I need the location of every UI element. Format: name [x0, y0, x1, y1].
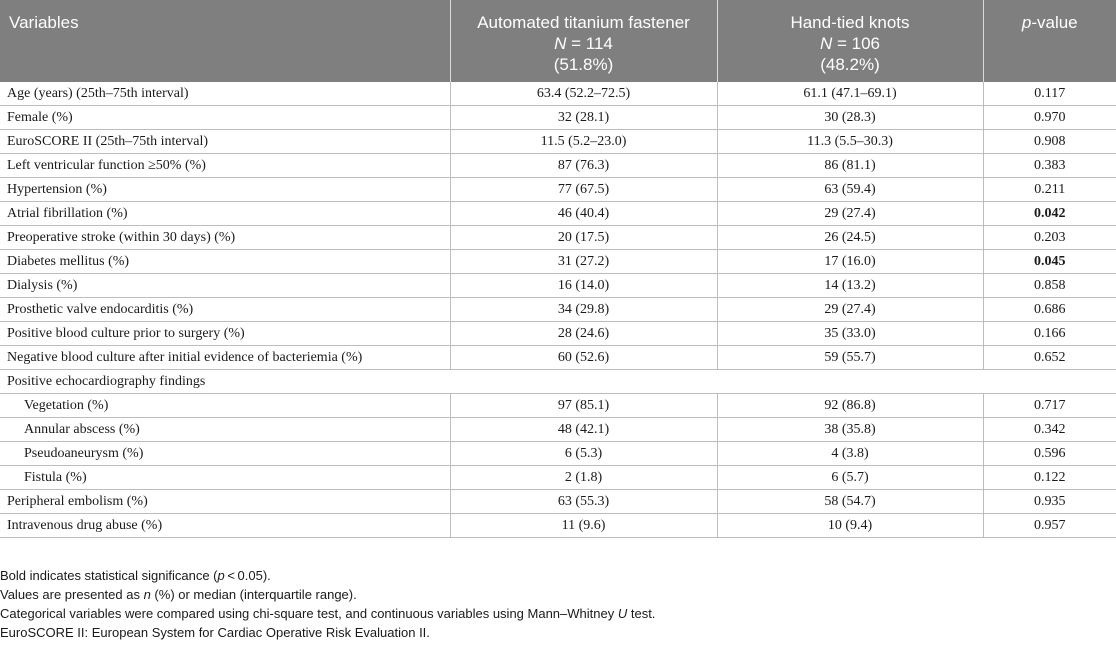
table-row: [0, 250, 1116, 274]
hand-tied-value: 11.3 (5.5–30.3): [717, 130, 983, 154]
fastener-value: 6 (5.3): [450, 442, 717, 466]
header-hand-tied-knots: [717, 0, 983, 82]
footnote-values: Values are presented as n (%) or median (interquartile range).: [0, 587, 357, 602]
variable-label: Hypertension (%): [0, 178, 450, 202]
p-value: 0.203: [983, 226, 1116, 250]
fastener-value: 46 (40.4): [450, 202, 717, 226]
table-row: [0, 274, 1116, 298]
hand-tied-value: 6 (5.7): [717, 466, 983, 490]
footnote-bold: Bold indicates statistical significance (p < 0.05).: [0, 568, 271, 583]
fastener-value: 60 (52.6): [450, 346, 717, 370]
header-col1-pct: (51.8%): [553, 55, 614, 74]
p-value: 0.858: [983, 274, 1116, 298]
fastener-value: 63.4 (52.2–72.5): [450, 82, 717, 106]
table-row: [0, 82, 1116, 106]
hand-tied-value: 17 (16.0): [717, 250, 983, 274]
variable-label: Positive blood culture prior to surgery (%): [0, 322, 450, 346]
hand-tied-value: 92 (86.8): [717, 394, 983, 418]
hand-tied-value: 59 (55.7): [717, 346, 983, 370]
table-row: [0, 442, 1116, 466]
fastener-value: 28 (24.6): [450, 322, 717, 346]
table-row: [0, 394, 1116, 418]
p-value: 0.935: [983, 490, 1116, 514]
variable-label: Peripheral embolism (%): [0, 490, 450, 514]
p-value: 0.122: [983, 466, 1116, 490]
header-col2-n: N = 106: [819, 34, 881, 53]
hand-tied-value: 10 (9.4): [717, 514, 983, 538]
hand-tied-value: 29 (27.4): [717, 298, 983, 322]
table-row: [0, 490, 1116, 514]
variable-label: Dialysis (%): [0, 274, 450, 298]
hand-tied-value: 29 (27.4): [717, 202, 983, 226]
header-variables: Variables: [0, 0, 450, 82]
p-value: 0.652: [983, 346, 1116, 370]
fastener-value: 20 (17.5): [450, 226, 717, 250]
p-value: 0.686: [983, 298, 1116, 322]
table-row: [0, 178, 1116, 202]
hand-tied-value: 58 (54.7): [717, 490, 983, 514]
table-row: [0, 130, 1116, 154]
variable-label: Atrial fibrillation (%): [0, 202, 450, 226]
variable-label: Diabetes mellitus (%): [0, 250, 450, 274]
p-value: 0.957: [983, 514, 1116, 538]
variable-label: Vegetation (%): [0, 394, 450, 418]
p-value: 0.042: [983, 202, 1116, 226]
table-row: [0, 298, 1116, 322]
p-value: 0.117: [983, 82, 1116, 106]
p-value: 0.045: [983, 250, 1116, 274]
table-footnotes: [0, 566, 1116, 642]
header-col2-name: Hand-tied knots: [790, 13, 910, 32]
fastener-value: 16 (14.0): [450, 274, 717, 298]
footnote-tests: Categorical variables were compared using chi-square test, and continuous variables using Mann–Whitney U test.: [0, 606, 656, 621]
footnote-euroscore: EuroSCORE II: European System for Cardiac Operative Risk Evaluation II.: [0, 625, 430, 640]
variable-label: Negative blood culture after initial evidence of bacteriemia (%): [0, 346, 450, 370]
table-row: [0, 514, 1116, 538]
p-value: 0.908: [983, 130, 1116, 154]
variable-label: Left ventricular function ≥50% (%): [0, 154, 450, 178]
p-value: 0.970: [983, 106, 1116, 130]
p-value: 0.211: [983, 178, 1116, 202]
fastener-value: 87 (76.3): [450, 154, 717, 178]
p-value: 0.383: [983, 154, 1116, 178]
table-header-row: [0, 0, 1116, 82]
fastener-value: 2 (1.8): [450, 466, 717, 490]
table-row: [0, 370, 1116, 394]
header-col2-pct: (48.2%): [820, 55, 880, 74]
fastener-value: 31 (27.2): [450, 250, 717, 274]
fastener-value: 34 (29.8): [450, 298, 717, 322]
p-value: 0.717: [983, 394, 1116, 418]
fastener-value: 63 (55.3): [450, 490, 717, 514]
table-row: [0, 346, 1116, 370]
fastener-value: 32 (28.1): [450, 106, 717, 130]
fastener-value: 11 (9.6): [450, 514, 717, 538]
variable-label: Age (years) (25th–75th interval): [0, 82, 450, 106]
p-value: 0.342: [983, 418, 1116, 442]
variable-label: Intravenous drug abuse (%): [0, 514, 450, 538]
hand-tied-value: 26 (24.5): [717, 226, 983, 250]
p-value: 0.596: [983, 442, 1116, 466]
variable-label: Annular abscess (%): [0, 418, 450, 442]
p-value: 0.166: [983, 322, 1116, 346]
hand-tied-value: 38 (35.8): [717, 418, 983, 442]
table-row: [0, 106, 1116, 130]
table-row: [0, 418, 1116, 442]
variable-label: Pseudoaneurysm (%): [0, 442, 450, 466]
header-p-value: p-value: [983, 0, 1116, 82]
table-body: [0, 82, 1116, 538]
variable-label: Fistula (%): [0, 466, 450, 490]
header-col1-name: Automated titanium fastener: [477, 13, 690, 32]
group-label: Positive echocardiography findings: [0, 370, 1116, 394]
fastener-value: 97 (85.1): [450, 394, 717, 418]
hand-tied-value: 35 (33.0): [717, 322, 983, 346]
header-automated-titanium-fastener: [450, 0, 717, 82]
table-row: [0, 226, 1116, 250]
hand-tied-value: 4 (3.8): [717, 442, 983, 466]
hand-tied-value: 63 (59.4): [717, 178, 983, 202]
table-row: [0, 322, 1116, 346]
table-row: [0, 154, 1116, 178]
variable-label: EuroSCORE II (25th–75th interval): [0, 130, 450, 154]
fastener-value: 11.5 (5.2–23.0): [450, 130, 717, 154]
table-row: [0, 202, 1116, 226]
header-col1-n: N = 114: [554, 34, 613, 53]
variable-label: Preoperative stroke (within 30 days) (%): [0, 226, 450, 250]
fastener-value: 48 (42.1): [450, 418, 717, 442]
hand-tied-value: 14 (13.2): [717, 274, 983, 298]
hand-tied-value: 61.1 (47.1–69.1): [717, 82, 983, 106]
variable-label: Female (%): [0, 106, 450, 130]
variable-label: Prosthetic valve endocarditis (%): [0, 298, 450, 322]
table-row: [0, 466, 1116, 490]
hand-tied-value: 86 (81.1): [717, 154, 983, 178]
fastener-value: 77 (67.5): [450, 178, 717, 202]
hand-tied-value: 30 (28.3): [717, 106, 983, 130]
